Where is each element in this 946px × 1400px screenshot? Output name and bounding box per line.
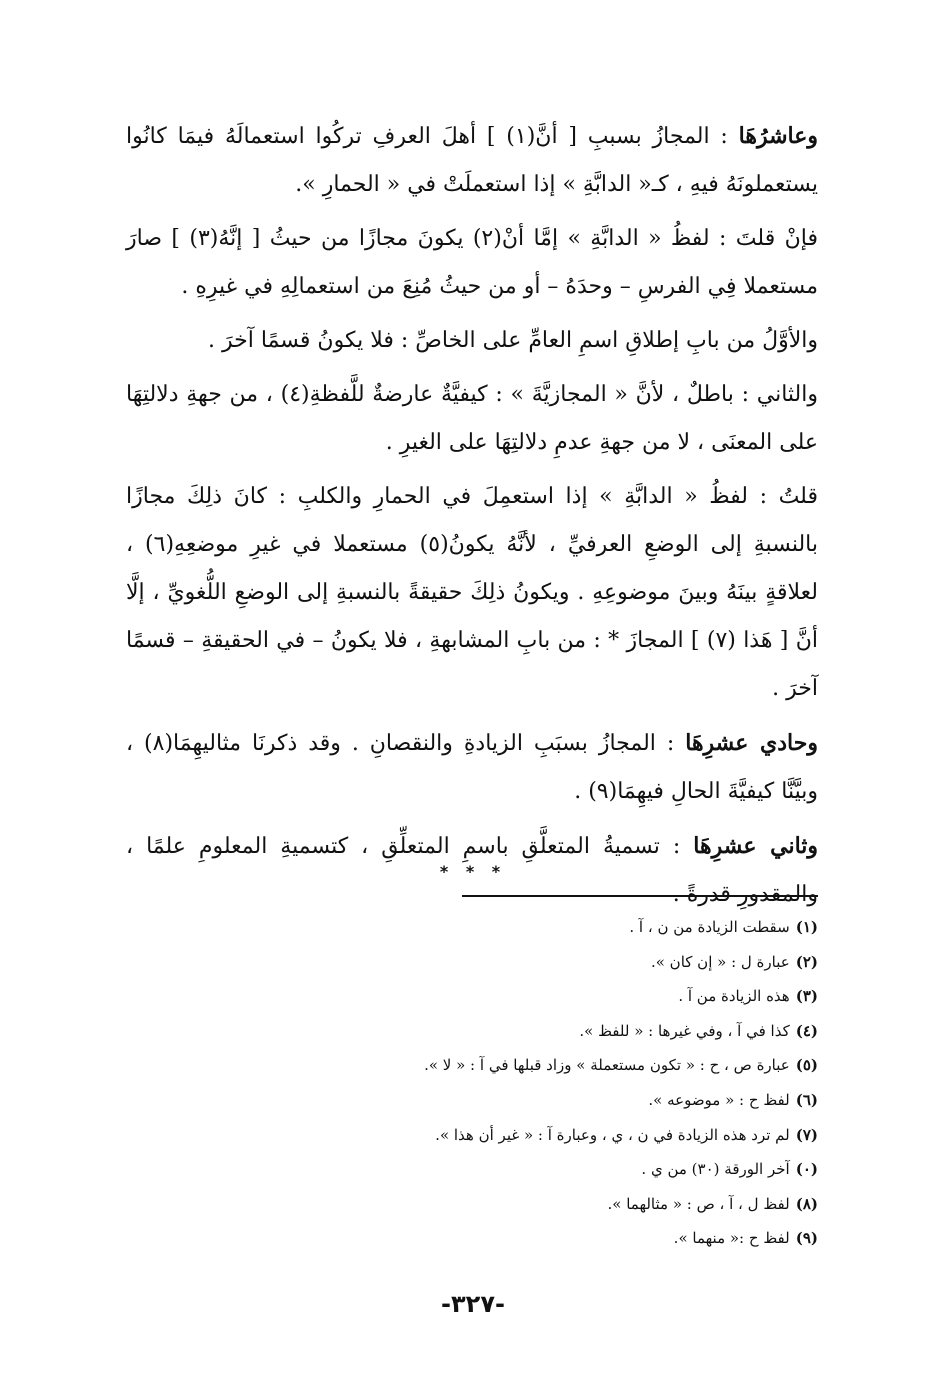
paragraph-lead: وعاشرُهَا [738,123,818,149]
footnote-number: (٣) [795,987,818,1006]
paragraph-lead: وحادي عشرِهَا [685,730,818,756]
paragraph [126,112,818,209]
footnote-text: عبارة ل : « إن كان ». [650,952,790,971]
footnote-text: لفظ ح :« منهما ». [673,1229,790,1248]
footnote [258,1014,818,1049]
paragraph-text: والثاني : باطلٌ ، لأنَّ « المجازيَّةَ » : كيفيَّةٌ عارضةٌ للَّفظةِ(٤) ، من جهةِ دلالتِهَا على المعنَى ، لا من جهةِ عدمِ دلالتِهَا على الغيرِ . [126,382,818,455]
footnote-text: آخر الورقة (٣٠) من ي . [641,1160,790,1179]
paragraph-text: : تسميةُ المتعلَّقِ باسمِ المتعلِّقِ ، كتسميةِ المعلومِ علمًا ، والمقدورِ قدرةً . [126,834,818,907]
footnote-text: كذا في آ ، وفي غيرها : « للفظ ». [579,1021,790,1040]
paragraph-lead: وثاني عشرِهَا [693,833,819,859]
paragraph [126,719,818,816]
paragraph [126,215,818,311]
body-text [126,112,818,919]
footnote-text: سقطت الزيادة من ن ، آ . [629,918,790,936]
paragraph-text: : المجازُ بسبَبِ الزيادةِ والنقصانِ . وقد ذكرنَا مثاليهِمَا(٨) ، وبيَّنَّا كيفيَّةَ الحالِ فيهِمَا(٩) . [126,731,818,804]
footnote-number: (٨) [795,1194,818,1213]
footnotes [258,910,818,1256]
footnote [258,1083,818,1118]
footnote-text: لفظ ح : « موضوعه ». [648,1090,790,1109]
paragraph-text: قلتُ : لفظُ « الدابَّةِ » إذا استعمِلَ في الحمارِ والكلبِ : كانَ ذلِكَ مجازًا بالنسبةِ إلى الوضعِ العرفيِّ ، لأنَّهُ يكونُ(٥) مستعملا في غيرِ موضعِهِ(٦) ، لعلاقةٍ بينَهُ وبينَ موضوعِهِ . ويكونُ ذلِكَ حقيقةً بالنسبةِ إلى الوضعِ اللُّغويِّ ، إلَّا أنَّ [ هَذا (٧) ] المجازَ * : من بابِ المشابهةِ ، فلا يكونُ – في الحقيقةِ – قسمًا آخرَ . [126,484,818,701]
footnote-divider [462,895,818,897]
footnote [258,910,818,945]
footnote-number: (٦) [795,1090,818,1109]
paragraph-text: : المجازُ بسببِ [ أنَّ(١) ] أهلَ العرفِ تركُوا استعمالَهُ فيمَا كانُوا يستعملونَهُ فيهِ ، كـ« الدابَّةِ » إذا استعملَتْ في « الحمارِ ». [126,124,818,197]
footnote-text: لم ترد هذه الزيادة في ن ، ي ، وعبارة آ : « غير أن هذا ». [435,1125,790,1144]
footnote-text: لفظ ل ، آ ، ص : « مثالهما ». [607,1194,790,1213]
footnote-number: (٠) [795,1160,818,1179]
footnote-text: عبارة ص ، ح : « تكون مستعملة » وزاد قبلها في آ : « لا ». [424,1056,790,1075]
footnote-number: (٤) [795,1021,818,1040]
footnote [258,1152,818,1187]
footnote-number: (١) [795,918,818,936]
footnote [258,1118,818,1153]
footnote [258,1187,818,1222]
footnote [258,945,818,980]
footnote [258,979,818,1014]
paragraph-text: فإنْ قلتَ : لفظُ « الدابَّةِ » إمَّا أنْ(٢) يكونَ مجازًا من حيثُ [ إنَّهُ(٣) ] صارَ مستعملا فِي الفرسِ – وحدَهُ – أو من حيثُ مُنِعَ من استعمالِهِ في غيرِهِ . [126,226,818,299]
footnote-text: هذه الزيادة من آ . [678,987,790,1006]
footnote-number: (٢) [795,952,818,971]
paragraph [126,371,818,467]
footnote-number: (٩) [795,1229,818,1248]
footnote [258,1221,818,1256]
footnote-number: (٥) [795,1056,818,1075]
paragraph [126,317,818,365]
paragraph [126,473,818,713]
paragraph-text: والأوَّلُ من بابِ إطلاقِ اسمِ العامِّ على الخاصِّ : فلا يكونُ قسمًا آخرَ . [208,328,818,353]
footnote [258,1048,818,1083]
page-number: -٣٢٧- [441,1290,505,1318]
footnote-number: (٧) [795,1125,818,1144]
section-separator: * * * [439,862,507,881]
